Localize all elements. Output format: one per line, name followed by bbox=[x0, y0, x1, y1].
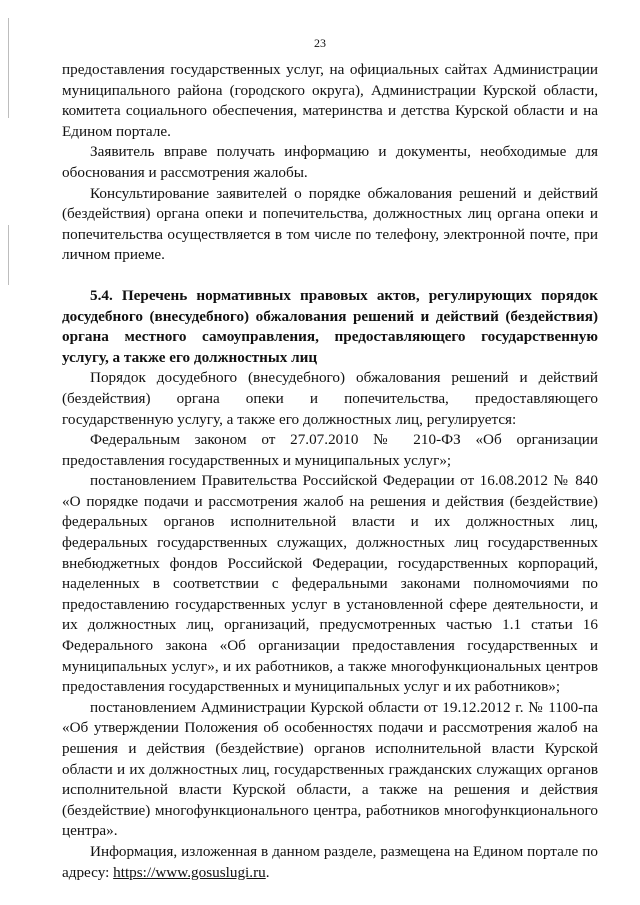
paragraph-government-decree: постановлением Правительства Российской Федерации от 16.08.2012 № 840 «О порядке подачи и рассмотрения жалоб на решения и действия (бездействие) федеральных органов исполнительной власти и их должностных лиц, федеральных государственных служащих, должностных лиц государственных внебюджетных фондов Российской Федерации, государственных корпораций, наделенных в соответствии с федеральными законами полномочиями по предоставлению государственных услуг в установленной сфере деятельности, и их должностных лиц, организаций, предусмотренных частью 1.1 статьи 16 Федерального закона «Об организации предоставления государственных и муниципальных услуг», и их работников, а также многофункциональных центров предоставления государственных и муниципальных услуг и их работников»; bbox=[62, 472, 598, 696]
document-body bbox=[62, 60, 598, 883]
section-heading: 5.4. Перечень нормативных правовых актов, регулирующих порядок досудебного (внесудебного) обжалования решений и действий (бездействия) органа местного самоуправления, предоставляющего государственную услугу, а также его должностных лиц bbox=[62, 286, 598, 366]
gosuslugi-link[interactable]: https://www.gosuslugi.ru bbox=[113, 863, 266, 881]
page-number: 23 bbox=[314, 36, 326, 50]
paragraph-applicant-rights: Заявитель вправе получать информацию и документы, необходимые для обоснования и рассмотрения жалобы. bbox=[62, 143, 598, 181]
paragraph-regulation-intro: Порядок досудебного (внесудебного) обжалования решений и действий (бездействия) органа опеки и попечительства, предоставляющего государственную услугу, а также его должностных лиц, регулируется: bbox=[62, 369, 598, 428]
paragraph-federal-law: Федеральным законом от 27.07.2010 № 210-ФЗ «Об организации предоставления государственных и муниципальных услуг»; bbox=[62, 431, 598, 469]
closing-text: Информация, изложенная в данном разделе, размещена на Едином портале по адресу: bbox=[62, 842, 598, 881]
paragraph-continued: предоставления государственных услуг, на официальных сайтах Администрации муниципального района (городского округа), Администрации Курской области, комитета социального обеспечения, материнства и детства Курской области и на Едином портале. bbox=[62, 61, 598, 140]
paragraph-regional-decree: постановлением Администрации Курской области от 19.12.2012 г. № 1100-па «Об утверждении Положения об особенностях подачи и рассмотрения жалоб на решения и действия (бездействие) органов исполнительной власти Курской области и их должностных лиц, государственных гражданских служащих органов исполнительной власти Курской области, а также на решения и действия (бездействие) многофункционального центра, работников многофункционального центра». bbox=[62, 698, 598, 840]
closing-end: . bbox=[265, 863, 270, 881]
left-margin-mark bbox=[8, 18, 9, 118]
left-margin-mark bbox=[8, 225, 9, 285]
paragraph-consultation: Консультирование заявителей о порядке обжалования решений и действий (бездействия) органа опеки и попечительства, должностных лиц органа опеки и попечительства осуществляется в том числе по телефону, электронной почте, при личном приеме. bbox=[62, 184, 598, 264]
paragraph-closing bbox=[62, 842, 598, 883]
